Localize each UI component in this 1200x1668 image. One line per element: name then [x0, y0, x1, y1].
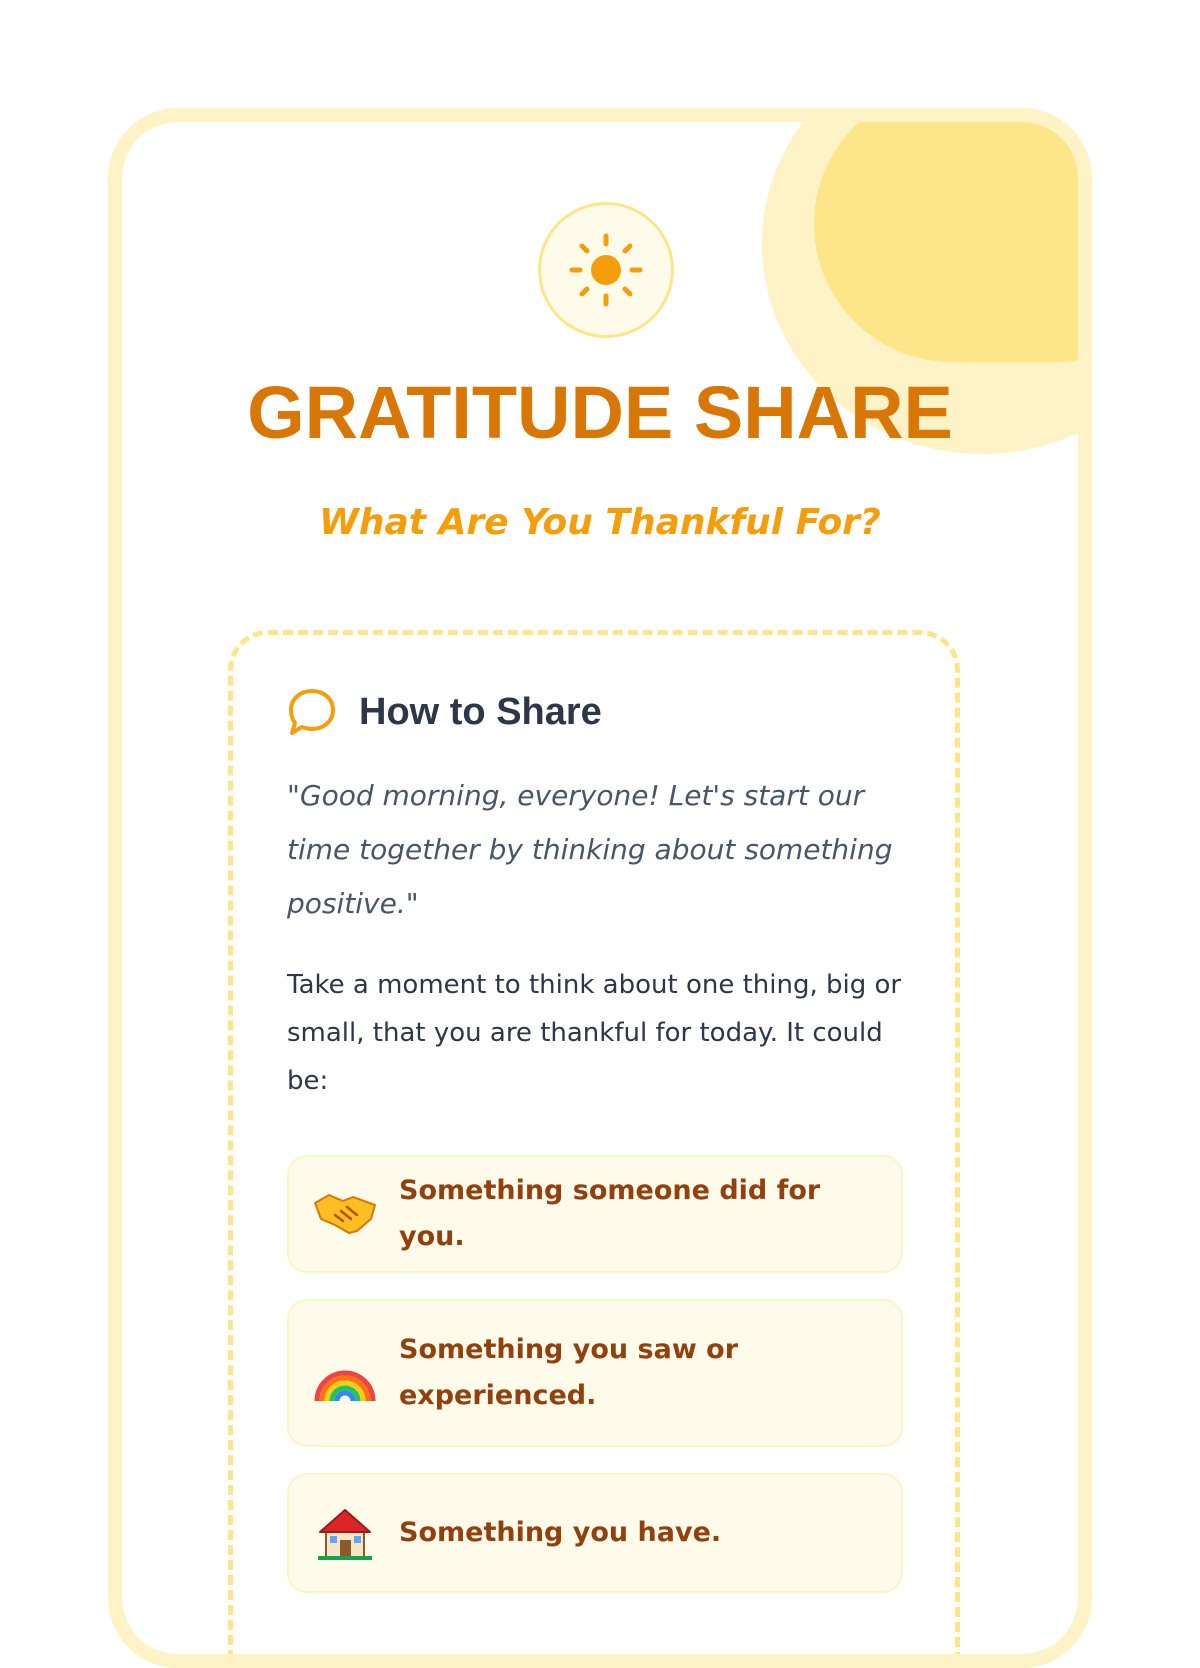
speech-bubble-icon	[287, 687, 337, 737]
section-header	[287, 687, 602, 737]
sun-badge	[538, 202, 674, 338]
intro-text: Take a moment to think about one thing, big or small, that you are thankful for today. It could be:	[287, 970, 902, 1096]
intro-quote: "Good morning, everyone! Let's start our time together by thinking about something positive."	[287, 779, 893, 920]
list-item	[287, 1155, 903, 1273]
page-title: GRATITUDE SHARE	[247, 371, 953, 454]
option-label: Something you saw or experienced.	[399, 1334, 739, 1411]
list-item	[287, 1473, 903, 1593]
how-to-share-section	[228, 630, 960, 1668]
handshake-icon	[313, 1182, 377, 1246]
option-label: Something someone did for you.	[399, 1175, 821, 1252]
sun-icon	[566, 230, 646, 310]
page-subtitle: What Are You Thankful For?	[319, 502, 881, 543]
gratitude-card	[108, 108, 1092, 1668]
option-label: Something you have.	[399, 1517, 722, 1548]
house-icon	[313, 1501, 377, 1565]
rainbow-icon	[313, 1341, 377, 1405]
section-heading: How to Share	[359, 690, 602, 733]
list-item	[287, 1299, 903, 1447]
